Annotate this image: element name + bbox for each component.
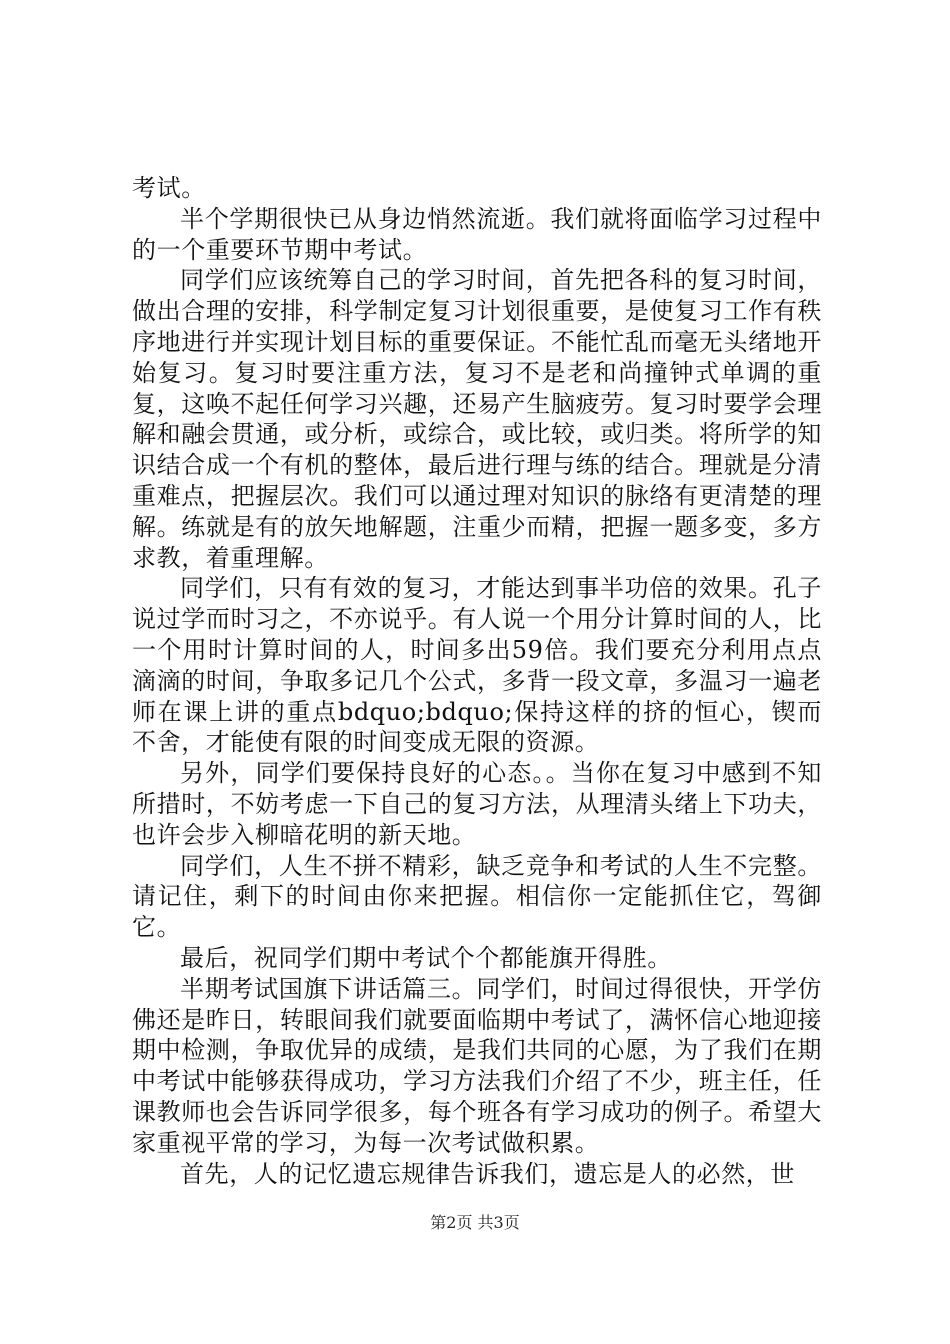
paragraph: 首先，人的记忆遗忘规律告诉我们，遗忘是人的必然，世 — [180, 1159, 795, 1188]
paragraph: 同学们，人生不拼不精彩，缺乏竞争和考试的人生不完整。请记住，剩下的时间由你来把握。相信你一定能抓住它，驾御它。 — [132, 851, 822, 942]
paragraph: 半期考试国旗下讲话篇三。同学们，时间过得很快，开学仿佛还是昨日，转眼间我们就要面临期中考试了，满怀信心地迎接期中检测，争取优异的成绩，是我们共同的心愿，为了我们在期中考试中能够获得成功，学习方法我们介绍了不少，班主任，任课教师也会告诉同学很多，每个班各有学习成功的例子。希望大家重视平常的学习，为每一次考试做积累。 — [132, 974, 822, 1157]
body-text — [132, 173, 822, 1189]
paragraph: 半个学期很快已从身边悄然流逝。我们就将面临学习过程中的一个重要环节期中考试。 — [132, 204, 822, 264]
page-number-label: 第2页 共3页 — [430, 1213, 520, 1232]
paragraph: 另外，同学们要保持良好的心态。。当你在复习中感到不知所措时，不妨考虑一下自己的复习方法，从理清头绪上下功夫，也许会步入柳暗花明的新天地。 — [132, 759, 822, 849]
paragraph: 同学们应该统筹自己的学习时间，首先把各科的复习时间，做出合理的安排，科学制定复习计划很重要，是使复习工作有秩序地进行并实现计划目标的重要保证。不能忙乱而毫无头绪地开始复习。复习时要注重方法，复习不是老和尚撞钟式单调的重复，这唤不起任何学习兴趣，还易产生脑疲劳。复习时要学会理解和融会贯通，或分析，或综合，或比较，或归类。将所学的知识结合成一个有机的整体，最后进行理与练的结合。理就是分清重难点，把握层次。我们可以通过理对知识的脉络有更清楚的理解。练就是有的放矢地解题，注重少而精，把握一题多变，多方求教，着重理解。 — [132, 266, 822, 572]
paragraph-continuation: 考试。 — [132, 174, 206, 202]
paragraph: 同学们，只有有效的复习，才能达到事半功倍的效果。孔子说过学而时习之，不亦说乎。有人说一个用分计算时间的人，比一个用时计算时间的人，时间多出59倍。我们要充分利用点点滴滴的时间，争取多记几个公式，多背一段文章，多温习一遍老师在课上讲的重点bdquo;bdquo;保持这样的挤的恒心，锲而不舍，才能使有限的时间变成无限的资源。 — [132, 574, 822, 757]
page-footer — [0, 1210, 950, 1233]
paragraph: 最后，祝同学们期中考试个个都能旗开得胜。 — [180, 943, 672, 972]
